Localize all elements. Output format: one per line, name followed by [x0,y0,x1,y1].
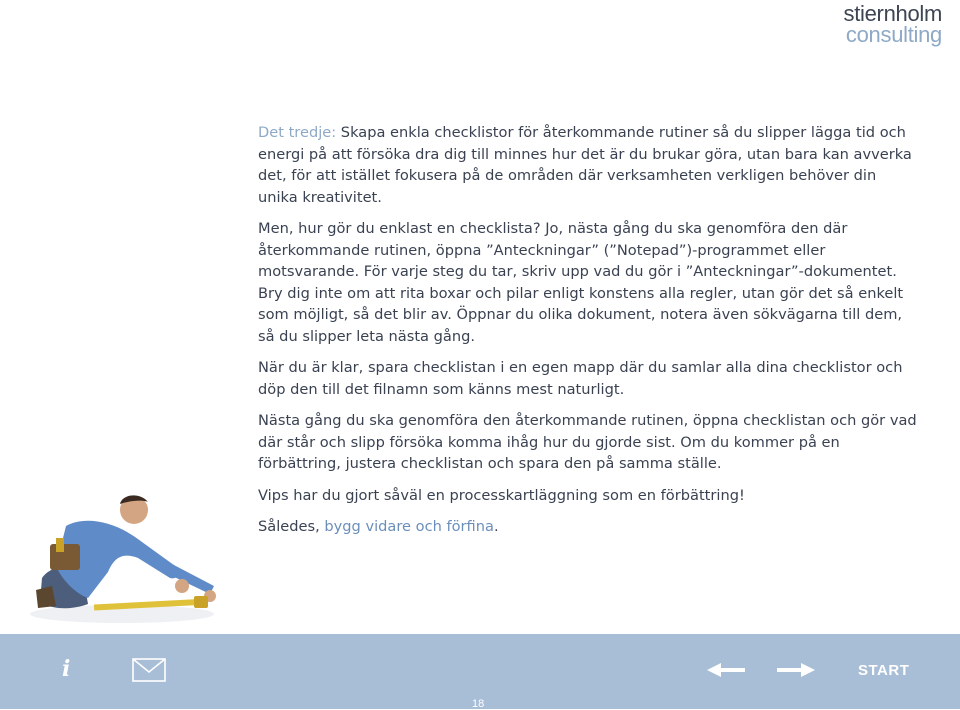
paragraph-6-suffix: . [493,518,499,535]
info-button[interactable]: i [62,656,71,682]
paragraph-3: När du är klar, spara checklistan i en egen mapp där du samlar alla dina checklistor och döp den till det filnamn som känns mest naturligt. [258,359,903,398]
page-number: 18 [472,698,485,710]
paragraph-5: Vips har du gjort såväl en processkartläggning som en förbättring! [258,486,745,504]
paragraph-1-text: Skapa enkla checklistor för återkommande rutiner så du slipper lägga tid och energi på att försöka dra dig till minnes hur det är du brukar göra, utan bara kan avverka det, för att istället fokusera på de områden där verksamheten verkligen behöver din unika kreativitet. [258,124,912,206]
paragraph-4: Nästa gång du ska genomföra den återkommande rutinen, öppna checklistan och gör vad där står och slipp försöka komma ihåg hur du gjorde sist. Om du kommer på en förbättring, justera checklistan och spara den på samma ställe. [258,412,917,472]
worker-illustration [22,486,222,626]
envelope-icon[interactable] [132,658,166,686]
logo-line-1: stiernholm [843,1,942,26]
start-button[interactable]: START [858,662,910,679]
footer-bar [0,634,960,709]
paragraph-lead: Det tredje: [258,124,337,141]
paragraph-2: Men, hur gör du enklast en checklista? Jo, nästa gång du ska genomföra den där återkommande rutinen, öppna ”Anteckningar” (”Notepad”)-programmet eller motsvarande. För varje steg du tar, skriv upp vad du gör i ”Anteckningar”-dokumentet. Bry dig inte om att rita boxar och pilar enligt konstens alla regler, utan gör det så enkelt som möjligt, så det blir av. Öppnar du olika dokument, notera även sökvägarna till dem, så du slipper leta nästa gång. [258,220,904,345]
logo-line-2: consulting [845,21,942,47]
arrow-right-icon[interactable] [775,662,815,682]
paragraph-6-prefix: Således, [258,518,325,535]
arrow-left-icon[interactable] [707,662,747,682]
paragraph-1 [258,122,918,208]
body-text [258,122,918,548]
company-logo [810,1,942,47]
paragraph-6 [258,516,918,538]
highlight-link: bygg vidare och förfina [324,518,494,535]
